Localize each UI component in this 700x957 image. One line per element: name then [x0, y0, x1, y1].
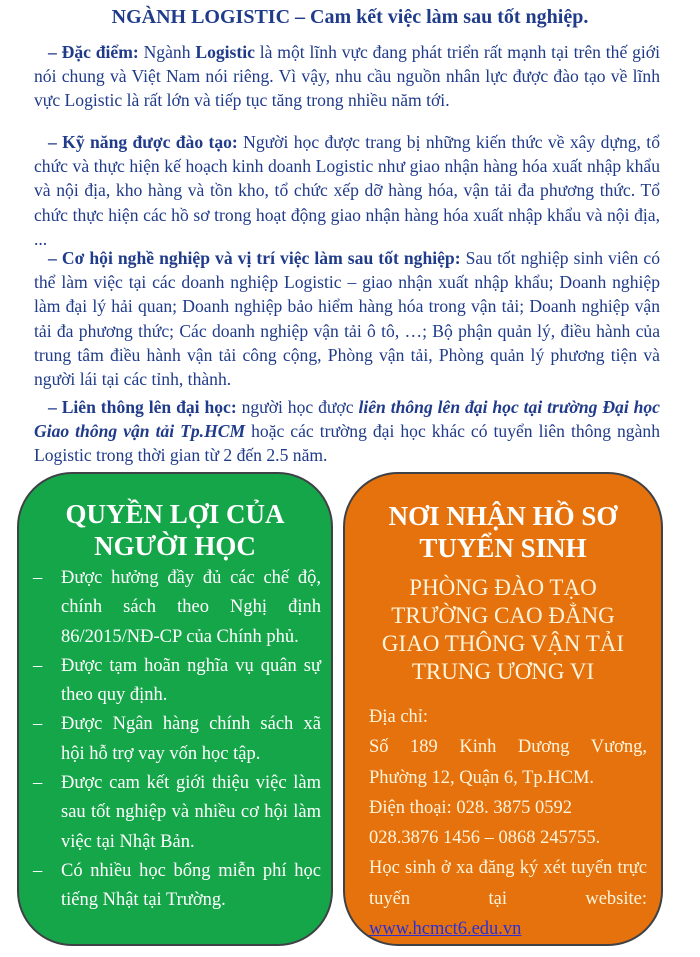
page-title: NGÀNH LOGISTIC – Cam kết việc làm sau tốt nghiệp. — [111, 6, 589, 28]
list-item — [33, 769, 321, 857]
benefit-text: Được cam kết giới thiệu việc làm sau tốt nghiệp và nhiều cơ hội làm việc tại Nhật Bản. — [61, 773, 321, 852]
benefits-box — [17, 472, 333, 946]
bullet-dash: – — [33, 714, 43, 735]
office-line: TRƯỜNG CAO ĐẲNG — [391, 603, 615, 628]
application-title — [345, 500, 661, 564]
benefit-text: Được tạm hoãn nghĩa vụ quân sự theo quy định. — [61, 655, 321, 706]
section-text: hoặc các trường đại học khác có tuyển liên thông ngành Logistic trong thời gian từ 2 đến 2.5 năm. — [34, 421, 660, 466]
section-heading: Kỹ năng được đào tạo: — [62, 132, 238, 152]
section-text: Sau tốt nghiệp sinh viên có thể làm việc tại các doanh nghiệp Logistic – giao nhận xuất nhập khẩu; Doanh nghiệp làm đại lý hải quan; Doanh nghiệp bảo hiểm hàng hóa trong vận tải; Doanh nghiệp vận tải đa phương thức; Các doanh nghiệp vận tải ô tô, …; Bộ phận quản lý, điều hành của trung tâm điều hành vận tải công cộng, Phòng vận tải, Phòng quản lý phương tiện và người lái tại các tỉnh, thành. — [34, 248, 661, 390]
section-skills — [34, 130, 660, 251]
section-dash: – — [48, 248, 57, 268]
section-dash: – — [48, 397, 57, 417]
list-item — [33, 857, 321, 916]
application-box — [343, 472, 663, 946]
benefits-list — [33, 564, 321, 916]
section-transfer — [34, 395, 660, 468]
bullet-dash: – — [33, 860, 43, 881]
section-dash: – — [48, 132, 57, 152]
address-line: Phường 12, Quận 6, Tp.HCM. — [369, 767, 595, 788]
bullet-dash: – — [33, 568, 43, 588]
section-heading: Liên thông lên đại học: — [61, 397, 237, 417]
address-line: Số 189 Kinh Dương Vương, — [369, 737, 647, 758]
contact-info — [369, 702, 647, 944]
bullet-dash: – — [33, 773, 43, 794]
phone-line: Điện thoại: 028. 3875 0592 — [369, 797, 572, 818]
online-note: Học sinh ở xa đăng ký xét tuyển trực tuyến tại website: — [369, 858, 647, 909]
section-heading: Đặc điểm: — [61, 42, 139, 62]
section-text: Người học được trang bị những kiến thức về xây dựng, tổ chức và thực hiện kế hoạch kinh doanh Logistic như giao nhận hàng hóa xuất nhập khẩu và nội địa, kho hàng và tồn kho, tổ chức xếp dỡ hàng hóa, vận tải đa phương thức. Tổ chức thực hiện các hồ sơ trong hoạt động giao nhận hàng hóa xuất nhập khẩu và nội địa, ... — [34, 132, 660, 249]
office-line: GIAO THÔNG VẬN TẢI — [381, 631, 625, 656]
website-link[interactable]: www.hcmct6.edu.vn — [369, 919, 522, 940]
benefits-title-line: NGƯỜI HỌC — [94, 531, 256, 561]
benefits-title — [19, 498, 331, 562]
address-label: Địa chỉ: — [369, 707, 429, 727]
section-careers — [34, 246, 660, 391]
phone-line: 028.3876 1456 – 0868 245755. — [369, 828, 601, 849]
section-text: người học được — [236, 397, 359, 417]
office-line: PHÒNG ĐÀO TẠO — [409, 575, 597, 600]
benefit-text: Được Ngân hàng chính sách xã hội hỗ trợ vay vốn học tập. — [61, 714, 321, 764]
benefit-text: Được hưởng đầy đủ các chế độ, chính sách theo Nghị định 86/2015/NĐ-CP của Chính phủ. — [61, 568, 321, 647]
section-heading: Cơ hội nghề nghiệp và vị trí việc làm sau tốt nghiệp: — [61, 248, 461, 268]
benefit-text: Có nhiều học bổng miễn phí học tiếng Nhật tại Trường. — [61, 860, 321, 911]
section-text: Ngành — [138, 42, 196, 62]
list-item — [33, 710, 321, 769]
section-bold-word: Logistic — [195, 42, 255, 62]
list-item — [33, 564, 321, 652]
section-emphasis: liên thông lên đại học tại trường Đại học Giao thông vận tải Tp.HCM — [34, 397, 660, 442]
section-characteristics — [34, 40, 660, 113]
application-title-line: NƠI NHẬN HỒ SƠ — [388, 501, 618, 531]
section-dash: – — [48, 42, 57, 62]
benefits-title-line: QUYỀN LỢI CỦA — [65, 499, 285, 529]
office-line: TRUNG ƯƠNG VI — [411, 659, 595, 684]
application-title-line: TUYỂN SINH — [419, 533, 587, 563]
list-item — [33, 652, 321, 711]
section-text: là một lĩnh vực đang phát triển rất mạnh tại trên thế giới nói chung và Việt Nam nói riêng. Vì vậy, nhu cầu nguồn nhân lực được đào tạo về lĩnh vực Logistic là rất lớn và tiếp tục tăng trong nhiều năm tới. — [34, 42, 660, 111]
bullet-dash: – — [33, 655, 43, 676]
office-name — [345, 574, 661, 686]
